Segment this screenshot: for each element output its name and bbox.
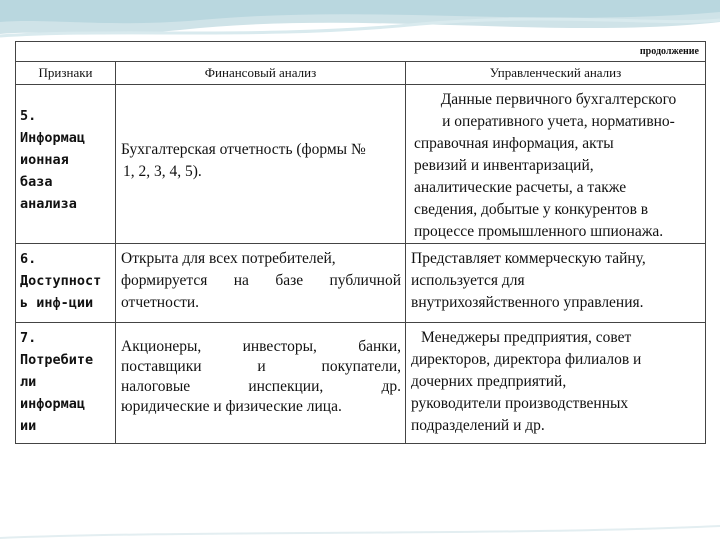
feature-line: 7. bbox=[20, 330, 37, 346]
financial-line: формируется на базе публичной bbox=[121, 272, 401, 289]
managerial-line: справочная информация, акты bbox=[414, 135, 614, 152]
managerial-line: Представляет коммерческую тайну, bbox=[411, 250, 646, 267]
financial-line: юридические и физические лица. bbox=[121, 398, 342, 415]
financial-line: поставщики и покупатели, bbox=[121, 358, 401, 375]
managerial-line: аналитические расчеты, а также bbox=[414, 179, 627, 196]
table-row bbox=[16, 244, 706, 323]
feature-cell bbox=[16, 323, 116, 444]
managerial-cell bbox=[406, 323, 706, 444]
managerial-line: дочерних предприятий, bbox=[411, 373, 567, 390]
managerial-line: подразделений и др. bbox=[411, 417, 545, 434]
financial-line: налоговые инспекции, др. bbox=[121, 378, 401, 395]
managerial-line: Данные первичного бухгалтерского bbox=[440, 91, 677, 108]
managerial-cell bbox=[406, 244, 706, 323]
financial-cell bbox=[116, 85, 406, 244]
feature-line: ионная bbox=[20, 152, 69, 168]
financial-line: Акционеры, инвесторы, банки, bbox=[121, 338, 401, 355]
feature-line: ь инф-ции bbox=[20, 295, 94, 311]
managerial-line: сведения, добытые у конкурентов в bbox=[414, 201, 649, 218]
feature-line: база bbox=[20, 174, 53, 190]
financial-line: 1, 2, 3, 4, 5). bbox=[123, 163, 202, 180]
col-header-financial: Финансовый анализ bbox=[116, 62, 406, 85]
feature-line: Потребите bbox=[20, 352, 94, 368]
col-header-managerial: Управленческий анализ bbox=[406, 62, 706, 85]
feature-line: информац bbox=[20, 396, 86, 412]
managerial-line: директоров, директора филиалов и bbox=[411, 351, 642, 368]
managerial-line: процессе промышленного шпионажа. bbox=[414, 223, 664, 240]
feature-line: ли bbox=[20, 374, 37, 390]
table-row bbox=[16, 85, 706, 244]
feature-line: анализа bbox=[20, 196, 77, 212]
financial-line: Открыта для всех потребителей, bbox=[121, 250, 336, 267]
feature-line: Информац bbox=[20, 130, 86, 146]
feature-cell bbox=[16, 244, 116, 323]
managerial-cell bbox=[406, 85, 706, 244]
decorative-footer-line bbox=[0, 480, 720, 540]
table-row bbox=[16, 323, 706, 444]
header-row bbox=[16, 62, 706, 85]
financial-line: отчетности. bbox=[121, 294, 200, 311]
financial-cell bbox=[116, 323, 406, 444]
feature-line: Доступност bbox=[20, 273, 102, 289]
financial-cell bbox=[116, 244, 406, 323]
comparison-table bbox=[15, 41, 706, 444]
continuation-label: продолжение bbox=[16, 42, 706, 62]
managerial-line: и оперативного учета, нормативно- bbox=[442, 113, 675, 130]
financial-line: Бухгалтерская отчетность (формы № bbox=[121, 141, 366, 158]
managerial-line: ревизий и инвентаризаций, bbox=[414, 157, 594, 174]
managerial-line: используется для bbox=[411, 272, 525, 289]
feature-cell bbox=[16, 85, 116, 244]
feature-line: 6. bbox=[20, 251, 37, 267]
managerial-line: Менеджеры предприятия, совет bbox=[421, 329, 632, 346]
feature-line: 5. bbox=[20, 108, 37, 124]
managerial-line: руководители производственных bbox=[411, 395, 629, 412]
managerial-line: внутрихозяйственного управления. bbox=[411, 294, 644, 311]
feature-line: ии bbox=[20, 418, 37, 434]
col-header-features: Признаки bbox=[16, 62, 116, 85]
